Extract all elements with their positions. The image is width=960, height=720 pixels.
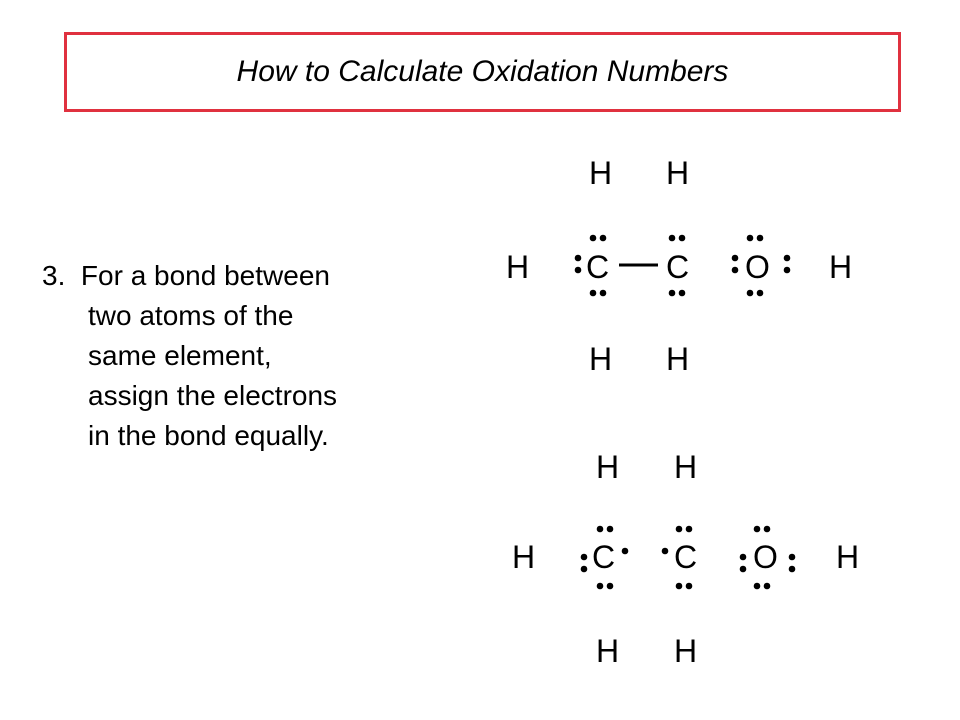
atom-h-top-right: H bbox=[674, 449, 698, 485]
atom-c-2: C bbox=[674, 539, 698, 575]
atom-h-bottom-left: H bbox=[596, 633, 620, 669]
atom-h-right: H bbox=[829, 249, 853, 285]
atom-h-left: H bbox=[512, 539, 536, 575]
atom-h-right: H bbox=[836, 539, 860, 575]
split-structure bbox=[512, 449, 859, 669]
atom-c-1: C bbox=[586, 249, 610, 285]
atom-c-2: C bbox=[666, 249, 690, 285]
atom-h-top-right: H bbox=[666, 155, 690, 191]
rule-line: 3. For a bond between bbox=[42, 260, 330, 291]
atom-o: O bbox=[753, 539, 778, 575]
atom-c-1: C bbox=[592, 539, 616, 575]
atom-h-top-left: H bbox=[589, 155, 613, 191]
rule-line: same element, bbox=[88, 340, 272, 371]
slide-title: How to Calculate Oxidation Numbers bbox=[236, 55, 729, 88]
atom-o: O bbox=[745, 249, 770, 285]
atom-h-bottom-left: H bbox=[589, 341, 613, 377]
atom-h-bottom-right: H bbox=[674, 633, 698, 669]
atom-h-bottom-right: H bbox=[666, 341, 690, 377]
rule-line: assign the electrons bbox=[88, 380, 338, 411]
atom-h-left: H bbox=[506, 249, 530, 285]
rule-line: in the bond equally. bbox=[88, 420, 329, 451]
bonded-structure bbox=[506, 155, 852, 377]
atom-h-top-left: H bbox=[596, 449, 620, 485]
rule-line: two atoms of the bbox=[88, 300, 294, 331]
